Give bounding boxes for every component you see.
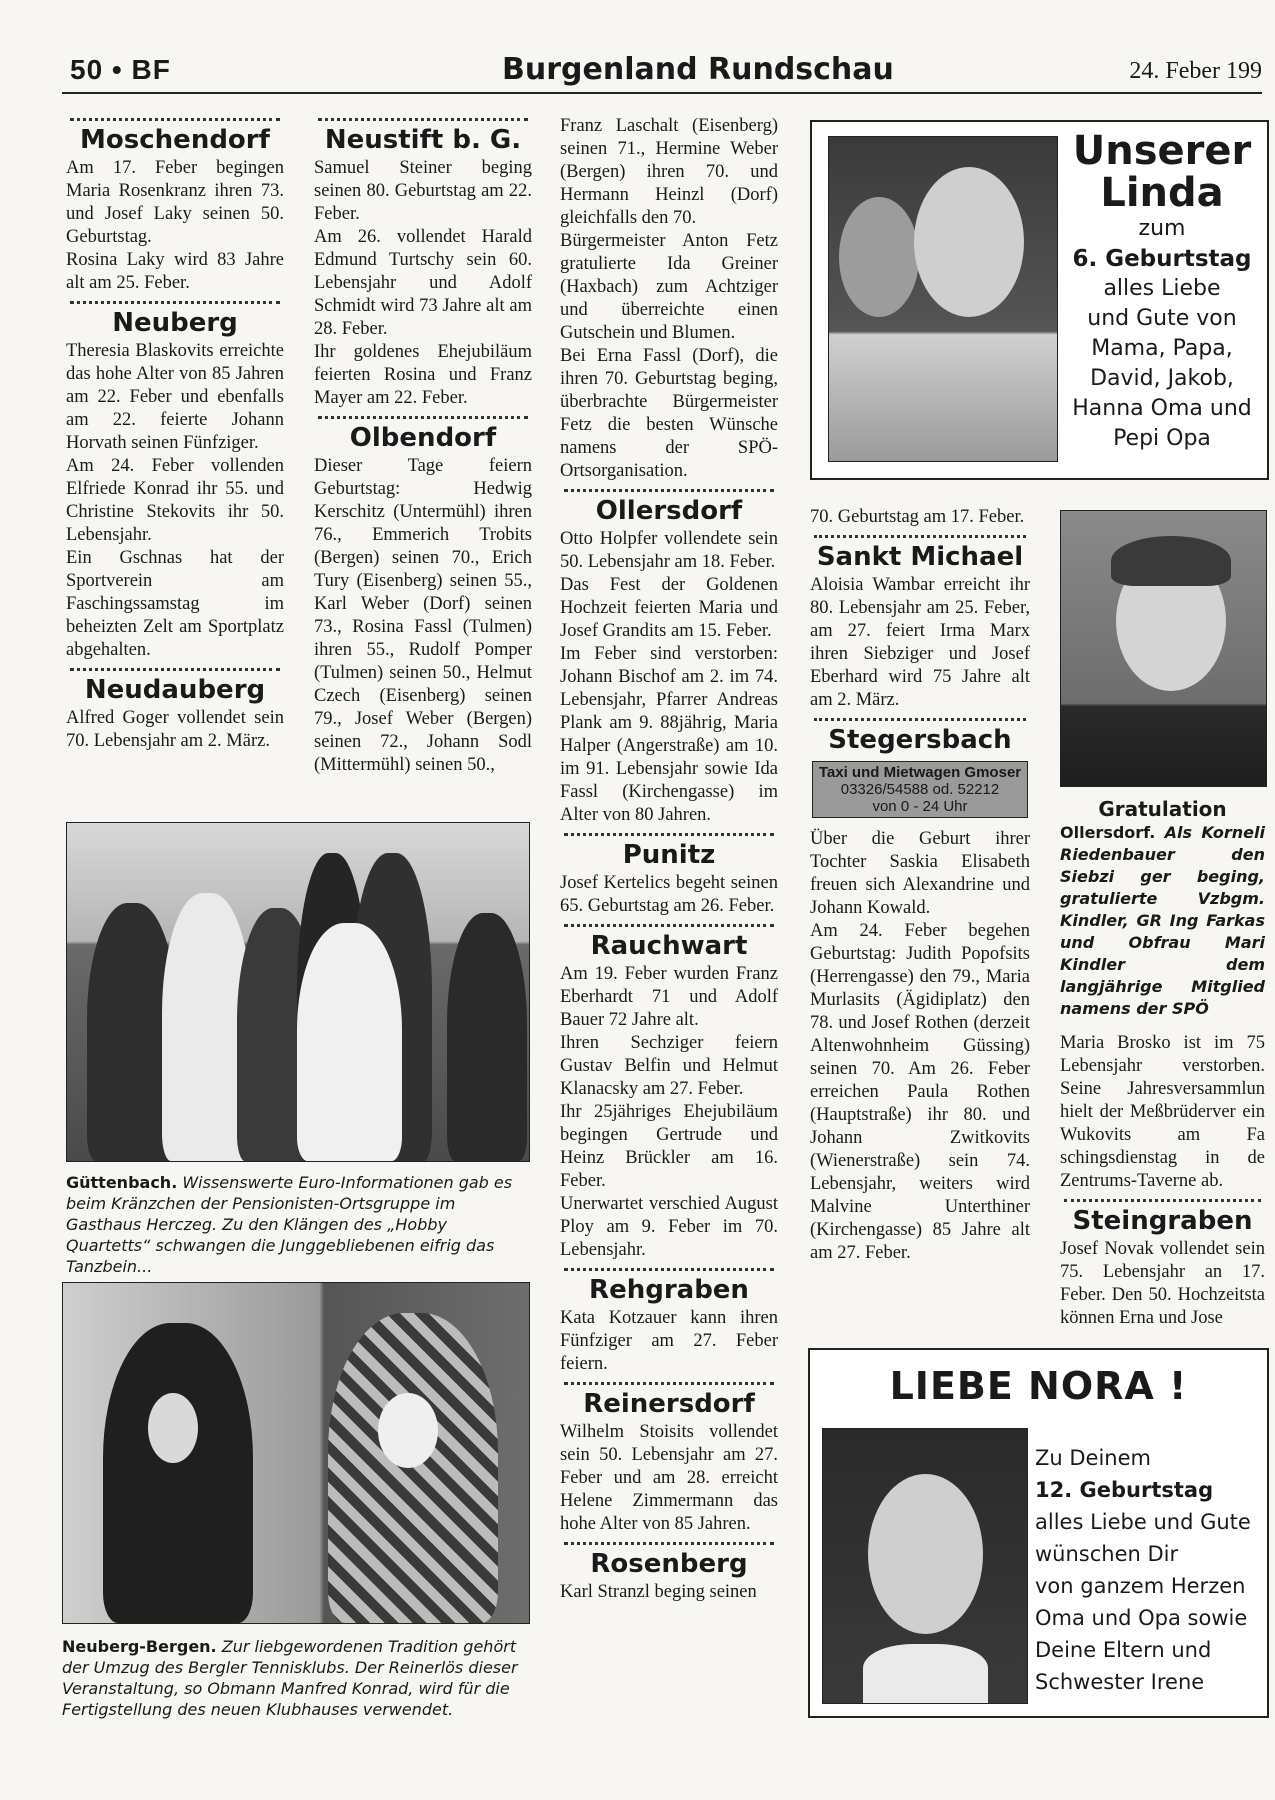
dotted-divider [564, 1382, 774, 1385]
clown-figure [328, 1313, 498, 1623]
caption-place: Güttenbach. [66, 1173, 178, 1192]
paragraph: 70. Geburtstag am 17. Feber. [810, 507, 1025, 527]
paragraph: Alfred Goger vollendet sein 70. Lebensjahr am 2. März. [66, 708, 284, 751]
paragraph: Karl Stranzl beging seinen [560, 1582, 757, 1602]
section-body [314, 455, 532, 777]
paragraph: Josef Kertelics begeht seinen 65. Geburtstag am 26. Feber. [560, 873, 778, 916]
taxi-ad [812, 761, 1028, 818]
ad-line: Schwester Irene [1035, 1670, 1205, 1694]
caption-text: Wissenswerte Euro-Informationen gab es beim Kränzchen der Pensionisten-Ortsgruppe im Gasthaus Herczeg. Zu den Klängen des „Hobby Quartetts“ schwangen die Junggebliebenen eifrig das Tanzbein... [66, 1173, 513, 1276]
gratulation-place: Ollersdorf. [1060, 823, 1156, 842]
section-title: Punitz [622, 840, 716, 870]
paragraph: Im Feber sind verstorben: Johann Bischof am 2. im 74. Lebensjahr, Pfarrer Andreas Plank am 9. 88jährig, Maria Halper (Angerstraße) am 10. im 91. Lebensjahr sowie Ida Fassl (Kirchengasse) im Alter von 80 Jahren. [560, 644, 778, 825]
ad-line: alles Liebe [1103, 276, 1221, 301]
dotted-divider [1064, 1199, 1261, 1202]
girl-face [868, 1474, 983, 1634]
section-body [560, 1421, 778, 1536]
ad-line: Mama, Papa, [1091, 336, 1233, 361]
ad-line: David, Jakob, [1090, 366, 1234, 391]
taxi-name: Taxi und Mietwagen Gmoser [818, 764, 1022, 781]
paragraph: Theresia Blaskovits erreichte das hohe Alter von 85 Jahren am 22. Feber und ebenfalls am 22. feierte Johann Horvath seinen Fünfziger. [66, 341, 284, 453]
section-body [560, 1307, 778, 1376]
section-title: Steingraben [1072, 1206, 1253, 1236]
ad-line: Unserer [1072, 128, 1252, 174]
paragraph: Otto Holpfer vollendete sein 50. Lebensjahr am 18. Feber. [560, 529, 778, 572]
clown-face [378, 1393, 438, 1468]
ad-line: zum [1138, 216, 1186, 241]
dotted-divider [70, 301, 280, 304]
ad-line: wünschen Dir [1035, 1542, 1179, 1566]
paragraph: Josef Novak vollendet sein 75. Lebensjahr an 17. Feber. Den 50. Hochzeitsta können Erna und Jose [1060, 1239, 1265, 1328]
linda-birthday-ad [810, 120, 1269, 480]
section-title: Rauchwart [590, 931, 748, 961]
photo-caption [66, 1172, 528, 1277]
ad-line: von ganzem Herzen [1035, 1574, 1246, 1598]
ad-line: Zu Deinem [1035, 1446, 1151, 1470]
section-title: Sankt Michael [816, 542, 1024, 572]
dotted-divider [70, 668, 280, 671]
paragraph: Ihr goldenes Ehejubiläum feierten Rosina und Franz Mayer am 22. Feber. [314, 342, 532, 408]
section-title: Stegersbach [828, 725, 1012, 755]
paragraph: Am 17. Feber begingen Maria Rosenkranz ihren 73. und Josef Laky seinen 50. Geburtstag. [66, 158, 284, 247]
section-title: Rehgraben [589, 1275, 749, 1305]
paragraph: Unerwartet verschied August Ploy am 9. Feber im 70. Lebensjahr. [560, 1194, 778, 1260]
person-figure [447, 913, 527, 1161]
section-body [66, 707, 284, 753]
paragraph: Am 24. Feber begehen Geburtstag: Judith Popofsits (Herrengasse) den 79., Maria Murlasits (Ägidiplatz) den 78. und Josef Rothen (derzeit Altenwohnheim Güssing) seinen 70. Am 26. Feber erreichen Paula Rothen (Hauptstraße) ihr 80. und Johann Zwitkovits (Wienerstraße) sein 74. Lebensjahr, weiters wird Malvine Unterthiner (Kirchengasse) 85 Jahre alt am 27. Feber. [810, 921, 1030, 1263]
caption-text: Zur liebgewordenen Tradition gehört der Umzug des Bergler Tennisklubs. Der Reinerlös dieser Veranstaltung, so Obmann Manfred Konrad, wird für die Fertigstellung des neuen Klubhauses verwendet. [62, 1637, 518, 1719]
dotted-divider [564, 1542, 774, 1545]
girl-collar [863, 1644, 988, 1704]
column-4 [810, 506, 1030, 1265]
section-body [560, 872, 778, 918]
ad-line: Linda [1100, 170, 1224, 216]
paragraph: Ein Gschnas hat der Sportverein am Faschingssamstag im beheizten Zelt am Sportplatz abgehalten. [66, 548, 284, 660]
section-body [560, 963, 778, 1262]
section-title: Rosenberg [590, 1549, 748, 1579]
section-title: Reinersdorf [583, 1389, 755, 1419]
section-title: Moschendorf [80, 125, 270, 155]
gratulation-body [1060, 822, 1265, 1020]
section-body [560, 115, 778, 483]
section-body [314, 157, 532, 410]
woman-hair [1111, 536, 1231, 586]
dotted-divider [564, 489, 774, 492]
girl-face [914, 167, 1024, 317]
ad-line: alles Liebe und Gute [1035, 1510, 1251, 1534]
newspaper-title: Burgenland Rundschau [502, 52, 894, 87]
paragraph: Kata Kotzauer kann ihren Fünfziger am 27. Feber feiern. [560, 1308, 778, 1374]
dotted-divider [318, 118, 528, 121]
section-title: Neudauberg [84, 675, 266, 705]
page-header [62, 48, 1262, 94]
paragraph: Am 24. Feber vollenden Elfriede Konrad ihr 55. und Christine Stekovits ihr 50. Lebensjahr. [66, 456, 284, 545]
witch-face [148, 1393, 198, 1463]
page-number: 50 • BF [70, 54, 171, 85]
ad-line: Hanna Oma und [1072, 396, 1252, 421]
nora-photo [822, 1428, 1028, 1704]
section-title: Neuberg [112, 308, 238, 338]
nora-ad-message [1035, 1442, 1255, 1698]
group-photo-guettenbach [66, 822, 530, 1162]
paragraph: Aloisia Wambar erreicht ihr 80. Lebensjahr am 25. Feber, am 27. feiert Irma Marx ihren Siebziger und Josef Eberhard wird 75 Jahre alt am 2. März. [810, 575, 1030, 710]
column-5 [1060, 796, 1265, 1330]
column-1 [66, 112, 284, 753]
ad-line: Oma und Opa sowie [1035, 1606, 1248, 1630]
paragraph: Ihr 25jähriges Ehejubiläum begingen Gertrude und Heinz Brückler am 16. Feber. [560, 1102, 778, 1191]
paragraph: Über die Geburt ihrer Tochter Saskia Elisabeth freuen sich Alexandrine und Johann Kowald. [810, 829, 1030, 918]
section-title: Neustift b. G. [324, 125, 522, 155]
paragraph: Wilhelm Stoisits vollendet sein 50. Lebensjahr am 27. Feber und am 28. erreicht Helene Zimmermann das hohe Alter von 85 Jahren. [560, 1422, 778, 1534]
taxi-hours: von 0 - 24 Uhr [872, 798, 968, 815]
nora-ad-title: LIEBE NORA ! [889, 1364, 1188, 1408]
ad-line: Deine Eltern und [1035, 1638, 1212, 1662]
linda-ad-text [1057, 130, 1267, 454]
dotted-divider [318, 416, 528, 419]
paragraph: Samuel Steiner beging seinen 80. Geburtstag am 22. Feber. [314, 158, 532, 224]
portrait-photo-ollersdorf [1060, 510, 1267, 787]
section-body [66, 340, 284, 662]
paragraph: Am 26. vollendet Harald Edmund Turtschy sein 60. Lebensjahr und Adolf Schmidt wird 73 Jahre alt am 28. Feber. [314, 227, 532, 339]
gratulation-text: Als Korneli Riedenbauer den Siebzi ger beging, gratulierte Vzbgm. Kindler, GR Ing Farkas und Obfrau Mari Kindler dem langjährige Mitglied namens der SPÖ [1060, 823, 1265, 1018]
ad-line: Pepi Opa [1113, 426, 1211, 451]
paragraph: Bei Erna Fassl (Dorf), die ihren 70. Geburtstag beging, überbrachte Bürgermeister Fetz die besten Wünsche namens der SPÖ-Ortsorganisation. [560, 346, 778, 481]
section-body [560, 1581, 778, 1604]
photo-caption [62, 1636, 528, 1720]
paragraph: Das Fest der Goldenen Hochzeit feierten Maria und Josef Grandits am 15. Feber. [560, 575, 778, 641]
dotted-divider [814, 535, 1026, 538]
dotted-divider [564, 833, 774, 836]
dotted-divider [70, 118, 280, 121]
column-3 [560, 115, 778, 1604]
section-title: Ollersdorf [595, 496, 743, 526]
paragraph: Ihren Sechziger feiern Gustav Belfin und Helmut Klanacsky am 27. Feber. [560, 1033, 778, 1099]
dotted-divider [814, 718, 1026, 721]
ad-line: und Gute von [1087, 306, 1237, 331]
doll-figure [839, 197, 919, 317]
section-title: Olbendorf [349, 423, 497, 453]
caption-place: Neuberg-Bergen. [62, 1637, 217, 1656]
witch-figure [103, 1323, 253, 1623]
paragraph: Franz Laschalt (Eisenberg) seinen 71., Hermine Weber (Bergen) ihren 70. und Hermann Heinzl (Dorf) gleichfalls den 70. [560, 116, 778, 228]
paragraph: Bürgermeister Anton Fetz gratulierte Ida Greiner (Haxbach) zum Achtziger und überreichte einen Gutschein und Blumen. [560, 231, 778, 343]
ad-line: 12. Geburtstag [1035, 1478, 1214, 1502]
linda-photo [828, 136, 1058, 462]
costume-photo-neuberg [62, 1282, 530, 1624]
gratulation-title: Gratulation [1098, 797, 1227, 821]
section-body [560, 528, 778, 827]
paragraph: Rosina Laky wird 83 Jahre alt am 25. Feber. [66, 250, 284, 293]
dotted-divider [564, 1268, 774, 1271]
paragraph: Dieser Tage feiern Geburtstag: Hedwig Kerschitz (Untermühl) ihren 76., Emmerich Trobits (Bergen) seinen 70., Erich Tury (Eisenberg) seinen 55., Karl Weber (Dorf) seinen 73., Rosina Fassl (Tulmen) ihren 55., Rudolf Pomper (Tulmen) seinen 50., Helmut Czech (Eisenberg) seinen 79., Josef Weber (Bergen) seinen 72., Johann Sodl (Mittermühl) seinen 50., [314, 456, 532, 775]
taxi-phone: 03326/54588 od. 52212 [840, 781, 1000, 798]
ad-line: 6. Geburtstag [1072, 246, 1252, 272]
paragraph: Am 19. Feber wurden Franz Eberhardt 71 und Adolf Bauer 72 Jahre alt. [560, 964, 778, 1030]
column-2 [314, 112, 532, 777]
dotted-divider [564, 924, 774, 927]
section-body [66, 157, 284, 295]
paragraph: Maria Brosko ist im 75 Lebensjahr verstorben. Seine Jahresversammlun hielt der Meßbrüderver ein Wukovits am Fa schingsdienstag in de Zentrums-Taverne ab. [1060, 1033, 1265, 1191]
issue-date: 24. Feber 199 [1129, 58, 1262, 84]
person-figure [297, 923, 402, 1161]
